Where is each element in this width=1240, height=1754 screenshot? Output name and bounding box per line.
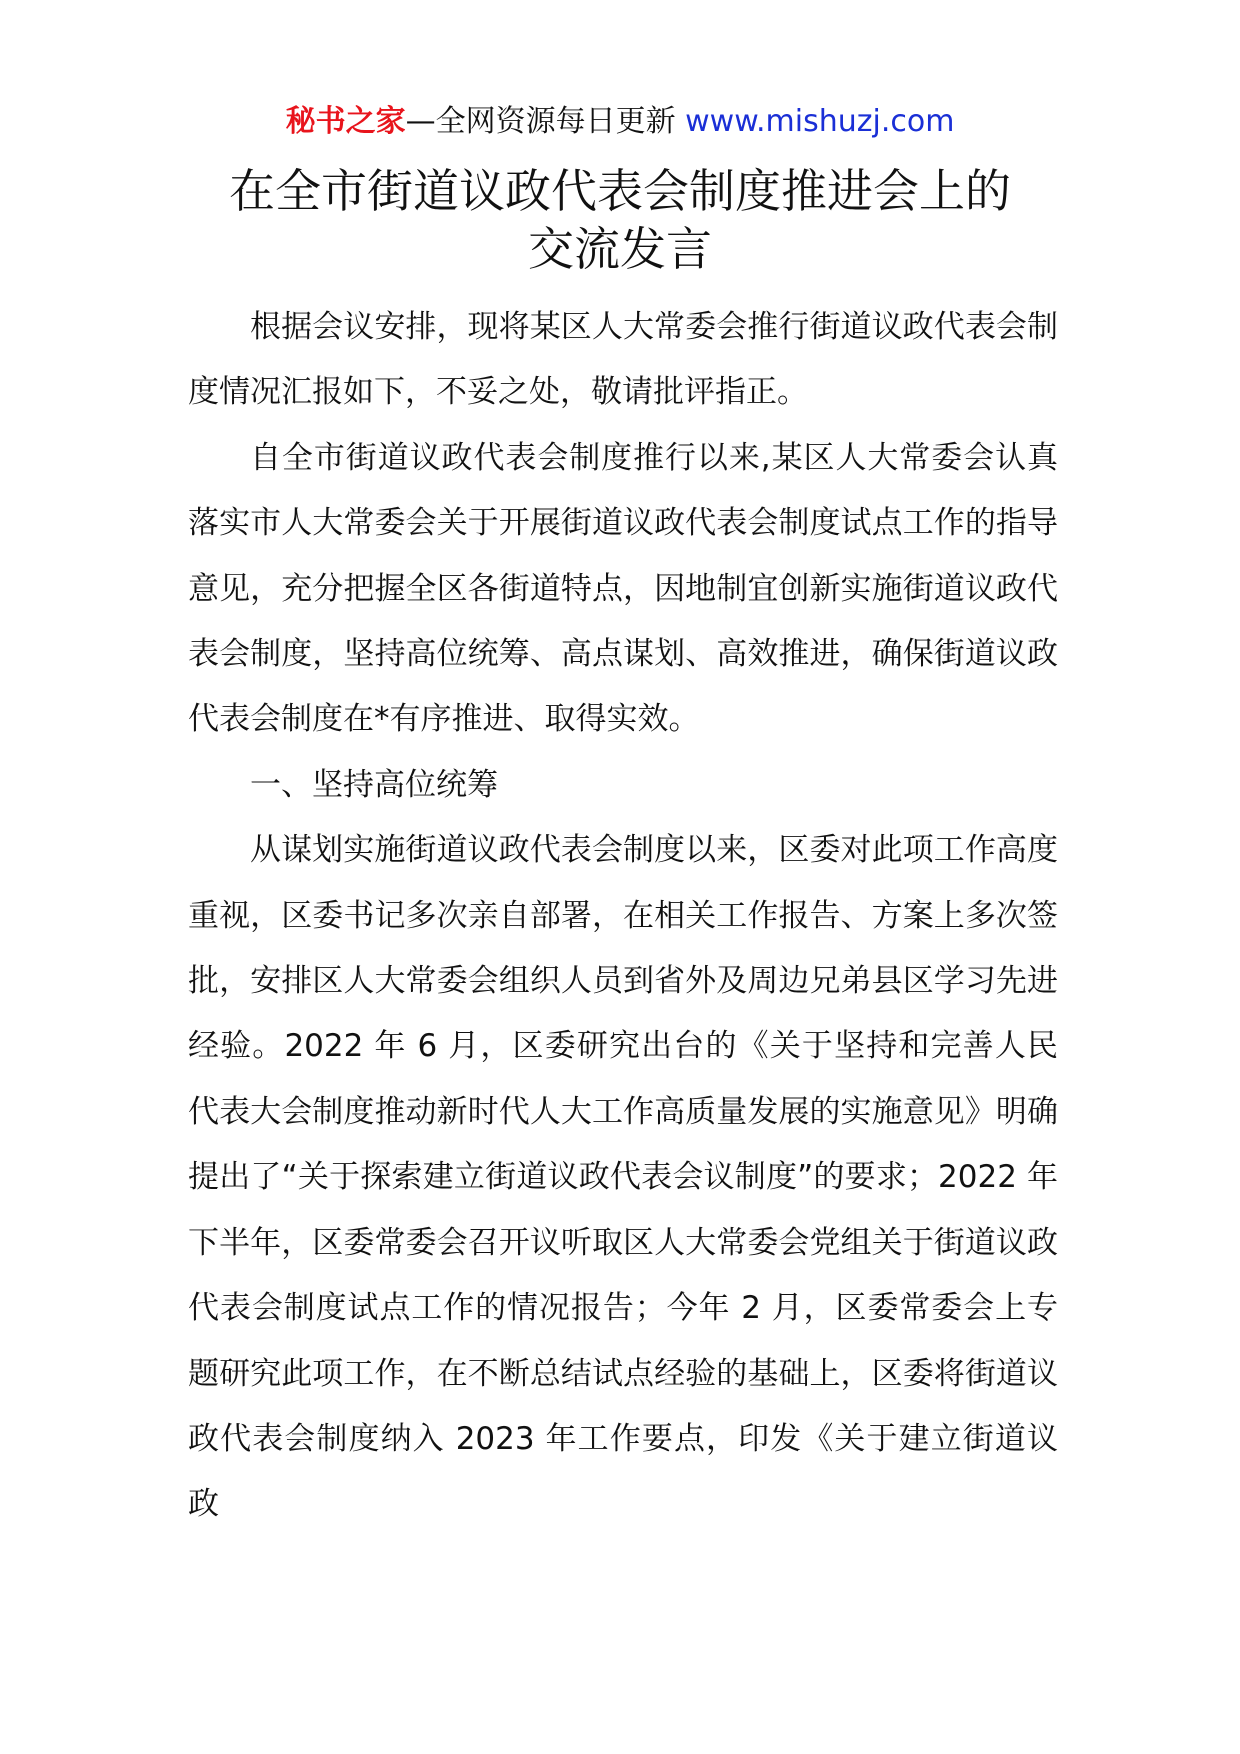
- overview-paragraph: 自全市街道议政代表会制度推行以来,某区人大常委会认真落实市人大常委会关于开展街道议政代表会制度试点工作的指导意见，充分把握全区各街道特点，因地制宜创新实施街道议政代表会制度，坚持高位统筹、高点谋划、高效推进，确保街道议政代表会制度在*有序推进、取得实效。: [188, 439, 1058, 738]
- section-heading: 一、坚持高位统筹: [250, 766, 498, 803]
- document-title: [120, 162, 1120, 278]
- section-paragraph: 从谋划实施街道议政代表会制度以来，区委对此项工作高度重视，区委书记多次亲自部署，在相关工作报告、方案上多次签批，安排区人大常委会组织人员到省外及周边兄弟县区学习先进经验。2022 年 6 月，区委研究出台的《关于坚持和完善人民代表大会制度推动新时代人大工作高质量发展的实施意见》明确提出了“关于探索建立街道议政代表会议制度”的要求；2022 年下半年，区委常委会召开议听取区人大常委会党组关于街道议政代表会制度试点工作的情况报告；今年 2 月，区委常委会上专题研究此项工作，在不断总结试点经验的基础上，区委将街道议政代表会制度纳入 2023 年工作要点，印发《关于建立街道议政: [188, 832, 1058, 1523]
- site-header: [0, 100, 1240, 144]
- title-line-2: 交流发言: [528, 222, 712, 276]
- header-slogan: —全网资源每日更新: [405, 104, 686, 139]
- site-url-link[interactable]: www.mishuzj.com: [685, 104, 955, 139]
- document-body: [188, 295, 1058, 1538]
- brand-name: 秘书之家: [285, 104, 406, 139]
- title-line-1: 在全市街道议政代表会制度推进会上的: [229, 164, 1011, 218]
- intro-paragraph: 根据会议安排，现将某区人大常委会推行街道议政代表会制度情况汇报如下，不妥之处，敬请批评指正。: [188, 309, 1058, 411]
